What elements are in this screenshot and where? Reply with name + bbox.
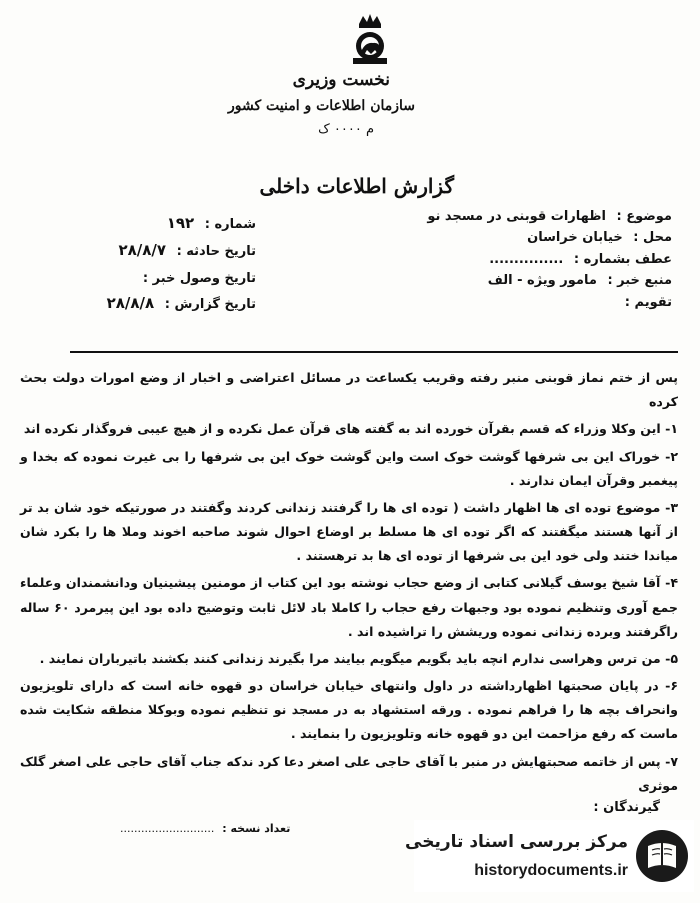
event-date-label: تاریخ حادثه : xyxy=(176,243,256,259)
assessment-row xyxy=(372,292,672,313)
subject-value: اظهارات قوبنی در مسجد نو xyxy=(427,209,606,224)
place-label: محل : xyxy=(633,230,672,246)
report-date-row xyxy=(56,290,256,317)
copies-label: تعداد نسخه : xyxy=(222,822,291,835)
body-item-7: ۷- پس از خاتمه صحبتهایش در منبر با آقای حاجی علی اصغر دعا کرد ندکه جناب آقای حاجی علی اصغر گلک موثری xyxy=(20,753,678,793)
number-row xyxy=(56,210,256,237)
reference-value: ............... xyxy=(489,251,564,267)
reference-row xyxy=(372,249,672,270)
copies-value: ........................... xyxy=(120,822,215,835)
received-date-row xyxy=(56,264,256,291)
ministry-name: نخست وزیری xyxy=(292,70,390,90)
number-label: شماره : xyxy=(204,217,256,232)
header-divider xyxy=(70,351,678,353)
received-date-label: تاریخ وصول خبر : xyxy=(142,270,256,286)
lion-and-sun-emblem-icon xyxy=(345,12,395,68)
event-date-value: ۲۸/۸/۷ xyxy=(118,240,167,259)
subject-row xyxy=(372,206,672,227)
book-logo-icon xyxy=(634,828,690,884)
body-intro: پس از ختم نماز قوبنی منبر رفته وقریب یکساعت در مسائل اعتراضی و اخبار از وضع امورات دولت بحث کرده xyxy=(20,370,678,410)
body-item-2: ۲- خوراک این بی شرفها گوشت خوک است واین گوشت خوک این بی شرفها را بی غیرت نموده که بخدا و پیغمبر وقرآن ایمان ندارند . xyxy=(20,448,678,488)
body-item-3: ۳- موضوع توده ای ها اظهار داشت ( توده ای ها را گرفتند زندانی کردند وگفتند در صورتیکه خود شان بد تر از آنها هستند میگفتند که اگر توده ای ها مسلط بر اوضاع احوال شوند صاحبه اخوند وملا ها را بکرد شان میاندا ختند ولی خود این بی شرفها از توده ای ها بد ترهستند . xyxy=(20,499,678,564)
source-label: منبع خبر : xyxy=(607,273,672,289)
assessment-label: تقویم : xyxy=(624,294,672,310)
recipients-label: گیرندگان : xyxy=(593,800,660,815)
report-date-label: تاریخ گزارش : xyxy=(164,297,256,313)
number-value: ۱۹۲ xyxy=(166,214,195,232)
body-item-4: ۴- آقا شیخ یوسف گیلانی کتابی از وضع حجاب نوشته بود این کتاب از مومنین پیشینیان ودانشمندان وعلماء جمع آوری وتنظیم نموده بود وجبهات رفع حجاب را کاملا باد لائل ثابت وتوضیح داده بود این پیرمرد ۶۰ ساله راگرفتند وبرده زندانی نموده وریشش را تراشیده اند . xyxy=(20,575,678,639)
archive-watermark xyxy=(405,820,694,892)
report-metadata-left xyxy=(56,210,256,317)
organization-code: م ۰۰۰۰ ک xyxy=(318,122,374,137)
report-date-value: ۲۸/۸/۸ xyxy=(106,294,155,313)
subject-label: موضوع : xyxy=(616,209,672,224)
copies-row xyxy=(120,822,290,835)
source-row xyxy=(372,270,672,291)
place-value: خیابان خراسان xyxy=(527,230,623,246)
organization-name: سازمان اطلاعات و امنیت کشور xyxy=(228,98,415,114)
event-date-row xyxy=(56,237,256,264)
body-item-5: ۵- من ترس وهراسی ندارم انچه باید بگویم میگویم بیایند مرا بگیرند زندانی کنند بکشند باتیرباران نمایند . xyxy=(39,650,678,666)
place-row xyxy=(372,227,672,248)
watermark-url: historydocuments.ir xyxy=(474,862,628,879)
reference-label: عطف بشماره : xyxy=(573,251,672,267)
report-metadata-right xyxy=(372,206,672,313)
report-title: گزارش اطلاعات داخلی xyxy=(259,174,454,198)
body-item-6: ۶- در پایان صحبتها اظهارداشته در داول وانتهای خیابان خراسان دو قهوه خانه است که دارای تلویزیون وانحراف بچه ها را فراهم نموده . ورقه استشهاد به در مسجد نو تنظیم نموده وبوکلا منطقه شکایت شده ماست که رفع مزاحمت این دو قهوه خانه وتلویزیون را بنمایند . xyxy=(20,678,678,742)
source-value: مامور ویژه - الف xyxy=(487,273,597,289)
body-item-1: ۱- این وکلا وزراء که قسم بقرآن خورده اند به گفته های قرآن عمل نکرده و از هیچ عیبی فروگذار نکرده اند xyxy=(23,421,678,437)
watermark-title: مرکز بررسی اسناد تاریخی xyxy=(405,832,628,852)
report-body xyxy=(20,366,678,801)
